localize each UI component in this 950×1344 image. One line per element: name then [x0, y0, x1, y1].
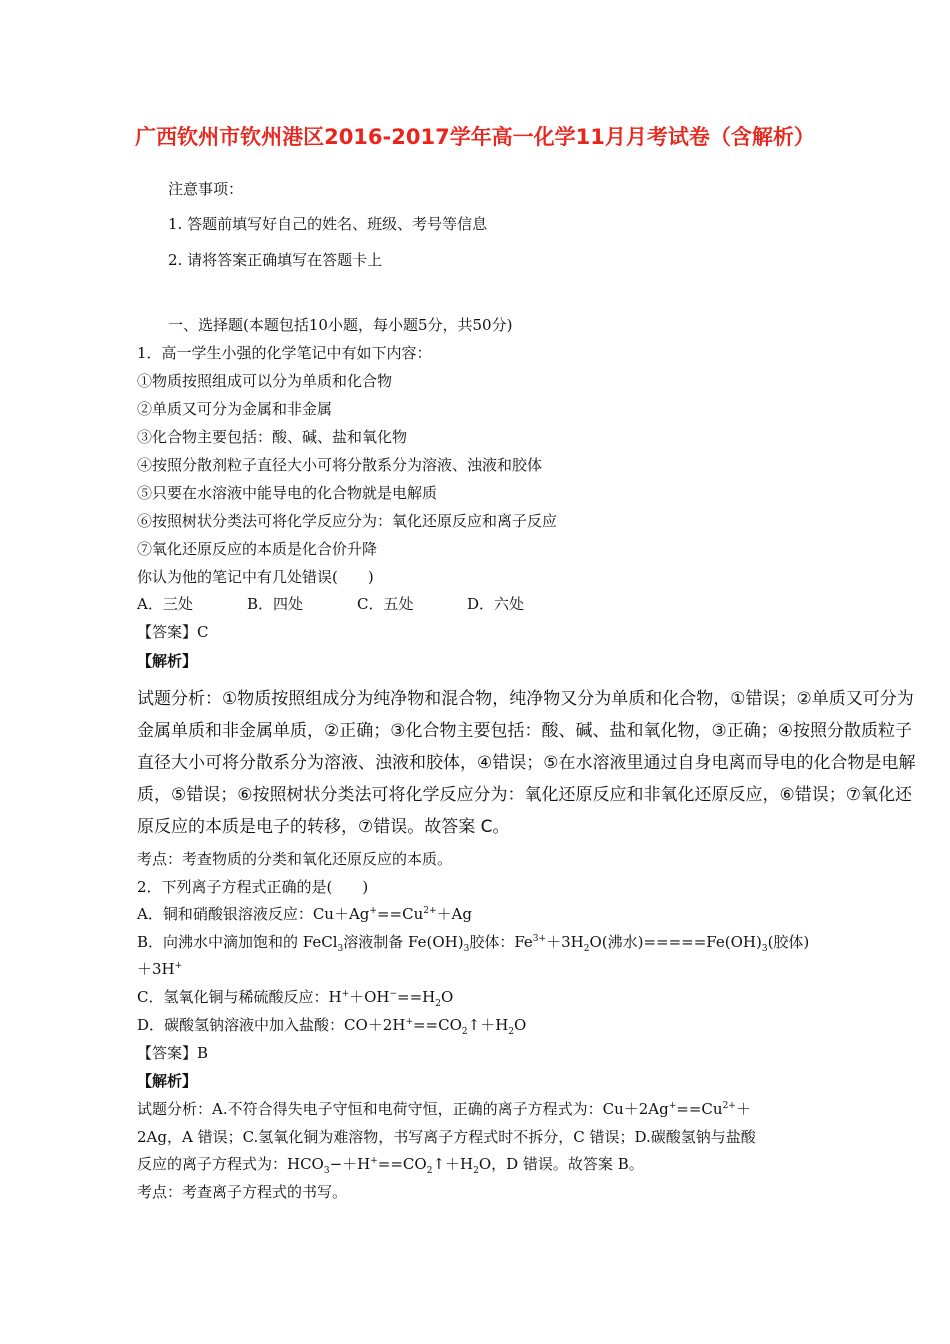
test-point: 考点：考查物质的分类和氧化还原反应的本质。 — [137, 850, 453, 868]
note-item: ②单质又可分为金属和非金属 — [137, 400, 333, 418]
option-c: C．氢氧化铜与稀硫酸反应：$H^++OH^-==H_2O$ — [137, 988, 454, 1009]
answer: 【答案】C — [137, 623, 209, 641]
analysis-line: 金属单质和非金属单质，②正确；③化合物主要包括：酸、碱、盐和氧化物，③正确；④按照分散质粒子 — [137, 721, 912, 741]
option-b: B．四处 — [247, 595, 304, 613]
test-point: 考点：考查离子方程式的书写。 — [137, 1183, 348, 1201]
option-b-continued: ＋3H+ — [137, 960, 183, 978]
note-item: ①物质按照组成可以分为单质和化合物 — [137, 372, 393, 390]
option-d: D．碳酸氢钠溶液中加入盐酸：$CO+2H^+==CO_2↑+H_2O$ — [137, 1016, 527, 1037]
section-heading: 一、选择题(本题包括10小题，每小题5分，共50分) — [168, 316, 513, 334]
analysis-line: 试题分析：A.不符合得失电子守恒和电荷守恒，正确的离子方程式为：$Cu+2Ag^+==Cu^{2+}+$ — [137, 1100, 751, 1118]
option-d: D．六处 — [467, 595, 525, 613]
note-item: ③化合物主要包括：酸、碱、盐和氧化物 — [137, 428, 408, 446]
answer: 【答案】B — [137, 1044, 209, 1062]
analysis-label: 【解析】 — [137, 1072, 198, 1090]
note-item: ⑥按照树状分类法可将化学反应分为：氧化还原反应和离子反应 — [137, 512, 558, 530]
question-1-stem: 1．高一学生小强的化学笔记中有如下内容： — [137, 344, 432, 362]
analysis-label: 【解析】 — [137, 652, 198, 670]
analysis-line: 2Ag，A 错误；C.氢氧化铜为难溶物，书写离子方程式时不拆分，C 错误；D.碳酸氢钠与盐酸 — [137, 1128, 756, 1146]
question-1-prompt: 你认为他的笔记中有几处错误( ) — [137, 568, 374, 586]
note-item: ⑦氧化还原反应的本质是化合价升降 — [137, 540, 378, 558]
option-b: B．向沸水中滴加饱和的 FeCl$_3$溶液制备 $Fe(OH)_3$胶体：$Fe^{3+}+3H_2O$(沸水)$=====Fe(OH)_3$(胶体) — [137, 933, 810, 954]
page-title: 广西钦州市钦州港区2016-2017学年高一化学11月月考试卷（含解析） — [135, 125, 815, 149]
note-item: ⑤只要在水溶液中能导电的化合物就是电解质 — [137, 484, 438, 502]
question-1-options — [137, 593, 577, 614]
option-a: A．三处 — [137, 595, 193, 613]
option-a: A．铜和硝酸银溶液反应：$Cu+Ag^+==Cu^{2+}+Ag$ — [137, 905, 472, 923]
note-item: ④按照分散剂粒子直径大小可将分散系分为溶液、浊液和胶体 — [137, 456, 543, 474]
analysis-line: 原反应的本质是电子的转移，⑦错误。故答案 C。 — [137, 817, 510, 837]
notice-item: 2. 请将答案正确填写在答题卡上 — [168, 251, 383, 269]
analysis-line: 反应的离子方程式为：$HCO_3-+H^+==CO_2↑+H_2O$，D 错误。故答案 B。 — [137, 1155, 644, 1176]
analysis-line: 直径大小可将分散系分为溶液、浊液和胶体，④错误；⑤在水溶液里通过自身电离而导电的化合物是电解 — [137, 753, 916, 773]
notice-heading: 注意事项： — [168, 180, 244, 198]
analysis-line: 质，⑤错误；⑥按照树状分类法可将化学反应分为：氧化还原反应和非氧化还原反应，⑥错误；⑦氧化还 — [137, 785, 912, 805]
analysis-line: 试题分析：①物质按照组成分为纯净物和混合物，纯净物又分为单质和化合物，①错误；②单质又可分为 — [137, 689, 914, 709]
notice-item: 1. 答题前填写好自己的姓名、班级、考号等信息 — [168, 215, 488, 233]
question-2-stem: 2．下列离子方程式正确的是( ) — [137, 878, 369, 896]
option-c: C．五处 — [357, 595, 414, 613]
